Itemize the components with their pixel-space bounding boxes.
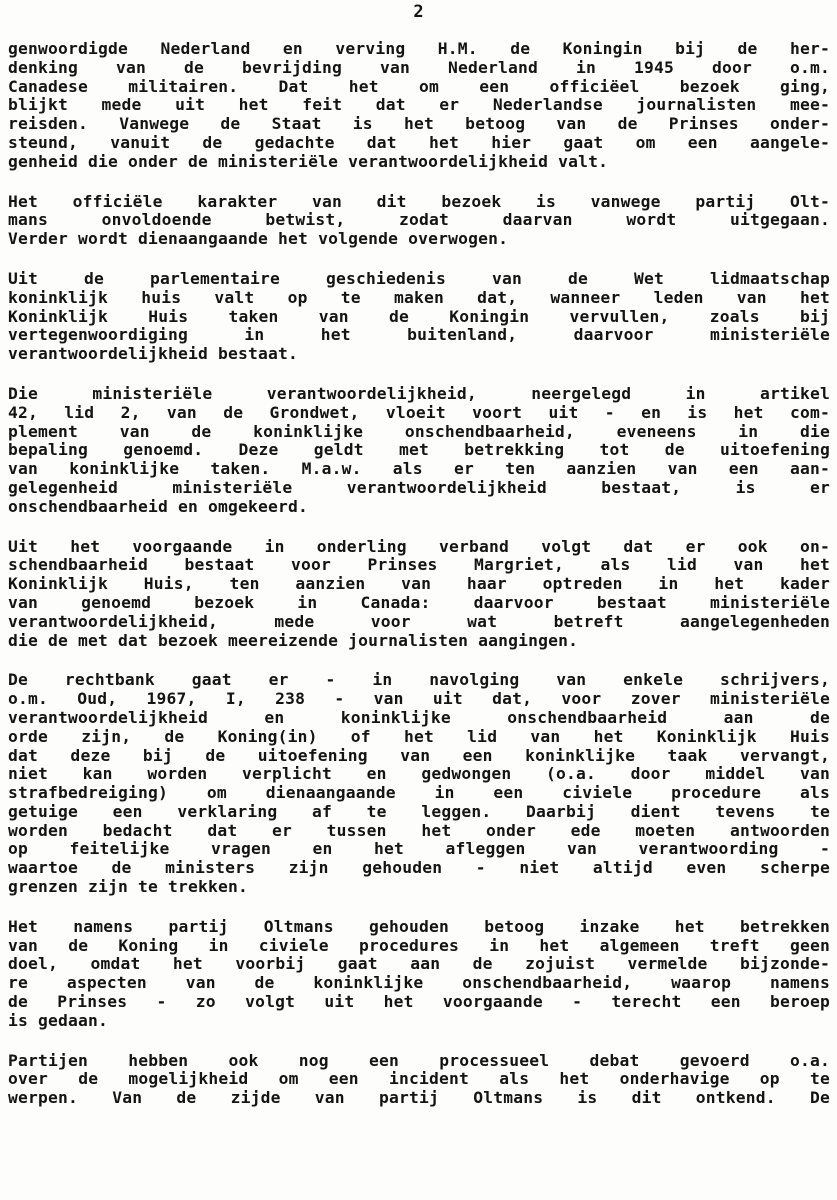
text-line: De rechtbank gaat er - in navolging van enkele schrijvers, (8, 670, 830, 690)
text-line: mans onvoldoende betwist, zodat daarvan wordt uitgegaan. (8, 210, 830, 230)
paragraph (8, 918, 830, 1031)
text-line: verantwoordelijkheid bestaat. (8, 344, 299, 364)
text-line: verantwoordelijkheid, mede voor wat betreft aangelegenheden (8, 611, 830, 631)
text-line: gelegenheid ministeriële verantwoordelijkheid bestaat, is er (8, 477, 830, 497)
text-line: blijkt mede uit het feit dat er Nederlandse journalisten mee- (8, 95, 830, 115)
paragraph (8, 1052, 830, 1108)
text-line: onschendbaarheid en omgekeerd. (8, 496, 309, 516)
text-line: Partijen hebben ook nog een processueel debat gevoerd o.a. (8, 1050, 830, 1070)
text-line: Het officiële karakter van dit bezoek is vanwege partij Olt- (8, 191, 830, 211)
text-line: Canadese militairen. Dat het om een officiëel bezoek ging, (8, 76, 830, 96)
paragraph (8, 40, 830, 172)
text-line: de Prinses - zo volgt uit het voorgaande - terecht een beroep (8, 992, 830, 1012)
text-line: werpen. Van de zijde van partij Oltmans is dit ontkend. De (8, 1088, 830, 1108)
text-line: van koninklijke taken. M.a.w. als er ten aanzien van een aan- (8, 459, 830, 479)
text-line: genheid die onder de ministeriële verantwoordelijkheid valt. (8, 151, 609, 171)
paragraph (8, 671, 830, 897)
text-line: worden bedacht dat er tussen het onder ede moeten antwoorden (8, 820, 830, 840)
text-line: Uit het voorgaande in onderling verband volgt dat er ook on- (8, 536, 830, 556)
paragraph (8, 270, 830, 364)
text-line: Uit de parlementaire geschiedenis van de Wet lidmaatschap (8, 268, 830, 288)
text-line: 42, lid 2, van de Grondwet, vloeit voort uit - en is het com- (8, 402, 830, 422)
text-line: verantwoordelijkheid en koninklijke onschendbaarheid aan de (8, 707, 830, 727)
text-line: re aspecten van de koninklijke onschendbaarheid, waarop namens (8, 973, 830, 993)
text-line: koninklijk huis valt op te maken dat, wanneer leden van het (8, 287, 830, 307)
text-line: dat deze bij de uitoefening van een koninklijke taak vervangt, (8, 745, 830, 765)
text-line: Het namens partij Oltmans gehouden betoog inzake het betrekken (8, 916, 830, 936)
text-line: die de met dat bezoek meereizende journalisten aangingen. (8, 630, 579, 650)
text-line: waartoe de ministers zijn gehouden - niet altijd even scherpe (8, 858, 830, 878)
paragraph (8, 385, 830, 517)
text-line: vertegenwoordiging in het buitenland, daarvoor ministeriële (8, 325, 830, 345)
text-line: plement van de koninklijke onschendbaarheid, eveneens in die (8, 421, 830, 441)
text-line: Die ministeriële verantwoordelijkheid, neergelegd in artikel (8, 383, 830, 403)
text-line: schendbaarheid bestaat voor Prinses Margriet, als lid van het (8, 555, 830, 575)
text-line: over de mogelijkheid om een incident als het onderhavige op te (8, 1069, 830, 1089)
text-line: Verder wordt dienaangaande het volgende overwogen. (8, 229, 509, 249)
text-line: op feitelijke vragen en het afleggen van verantwoording - (8, 839, 830, 859)
text-line: Koninklijk Huis, ten aanzien van haar optreden in het kader (8, 574, 830, 594)
text-line: reisden. Vanwege de Staat is het betoog van de Prinses onder- (8, 114, 830, 134)
text-line: orde zijn, de Koning(in) of het lid van het Koninklijk Huis (8, 726, 830, 746)
text-line: grenzen zijn te trekken. (8, 877, 249, 897)
paragraph (8, 193, 830, 249)
text-line: doel, omdat het voorbij gaat aan de zojuist vermelde bijzonde- (8, 954, 830, 974)
text-line: van de Koning in civiele procedures in het algemeen treft geen (8, 935, 830, 955)
text-line: genwoordigde Nederland en verving H.M. de Koningin bij de her- (8, 39, 830, 58)
text-line: denking van de bevrijding van Nederland in 1945 door o.m. (8, 57, 830, 77)
text-line: bepaling genoemd. Deze geldt met betrekking tot de uitoefening (8, 440, 830, 460)
paragraph (8, 538, 830, 651)
text-line: is gedaan. (8, 1010, 109, 1030)
text-line: steund, vanuit de gedachte dat het hier gaat om een aangele- (8, 132, 830, 152)
text-line: strafbedreiging) om dienaangaande in een civiele procedure als (8, 783, 830, 803)
text-line: van genoemd bezoek in Canada: daarvoor bestaat ministeriële (8, 592, 830, 612)
document-body (8, 40, 830, 1129)
text-line: o.m. Oud, 1967, I, 238 - van uit dat, voor zover ministeriële (8, 689, 830, 709)
text-line: niet kan worden verplicht en gedwongen (o.a. door middel van (8, 764, 830, 784)
page-number: 2 (413, 2, 424, 22)
text-line: Koninklijk Huis taken van de Koningin vervullen, zoals bij (8, 306, 830, 326)
text-line: getuige een verklaring af te leggen. Daarbij dient tevens te (8, 801, 830, 821)
